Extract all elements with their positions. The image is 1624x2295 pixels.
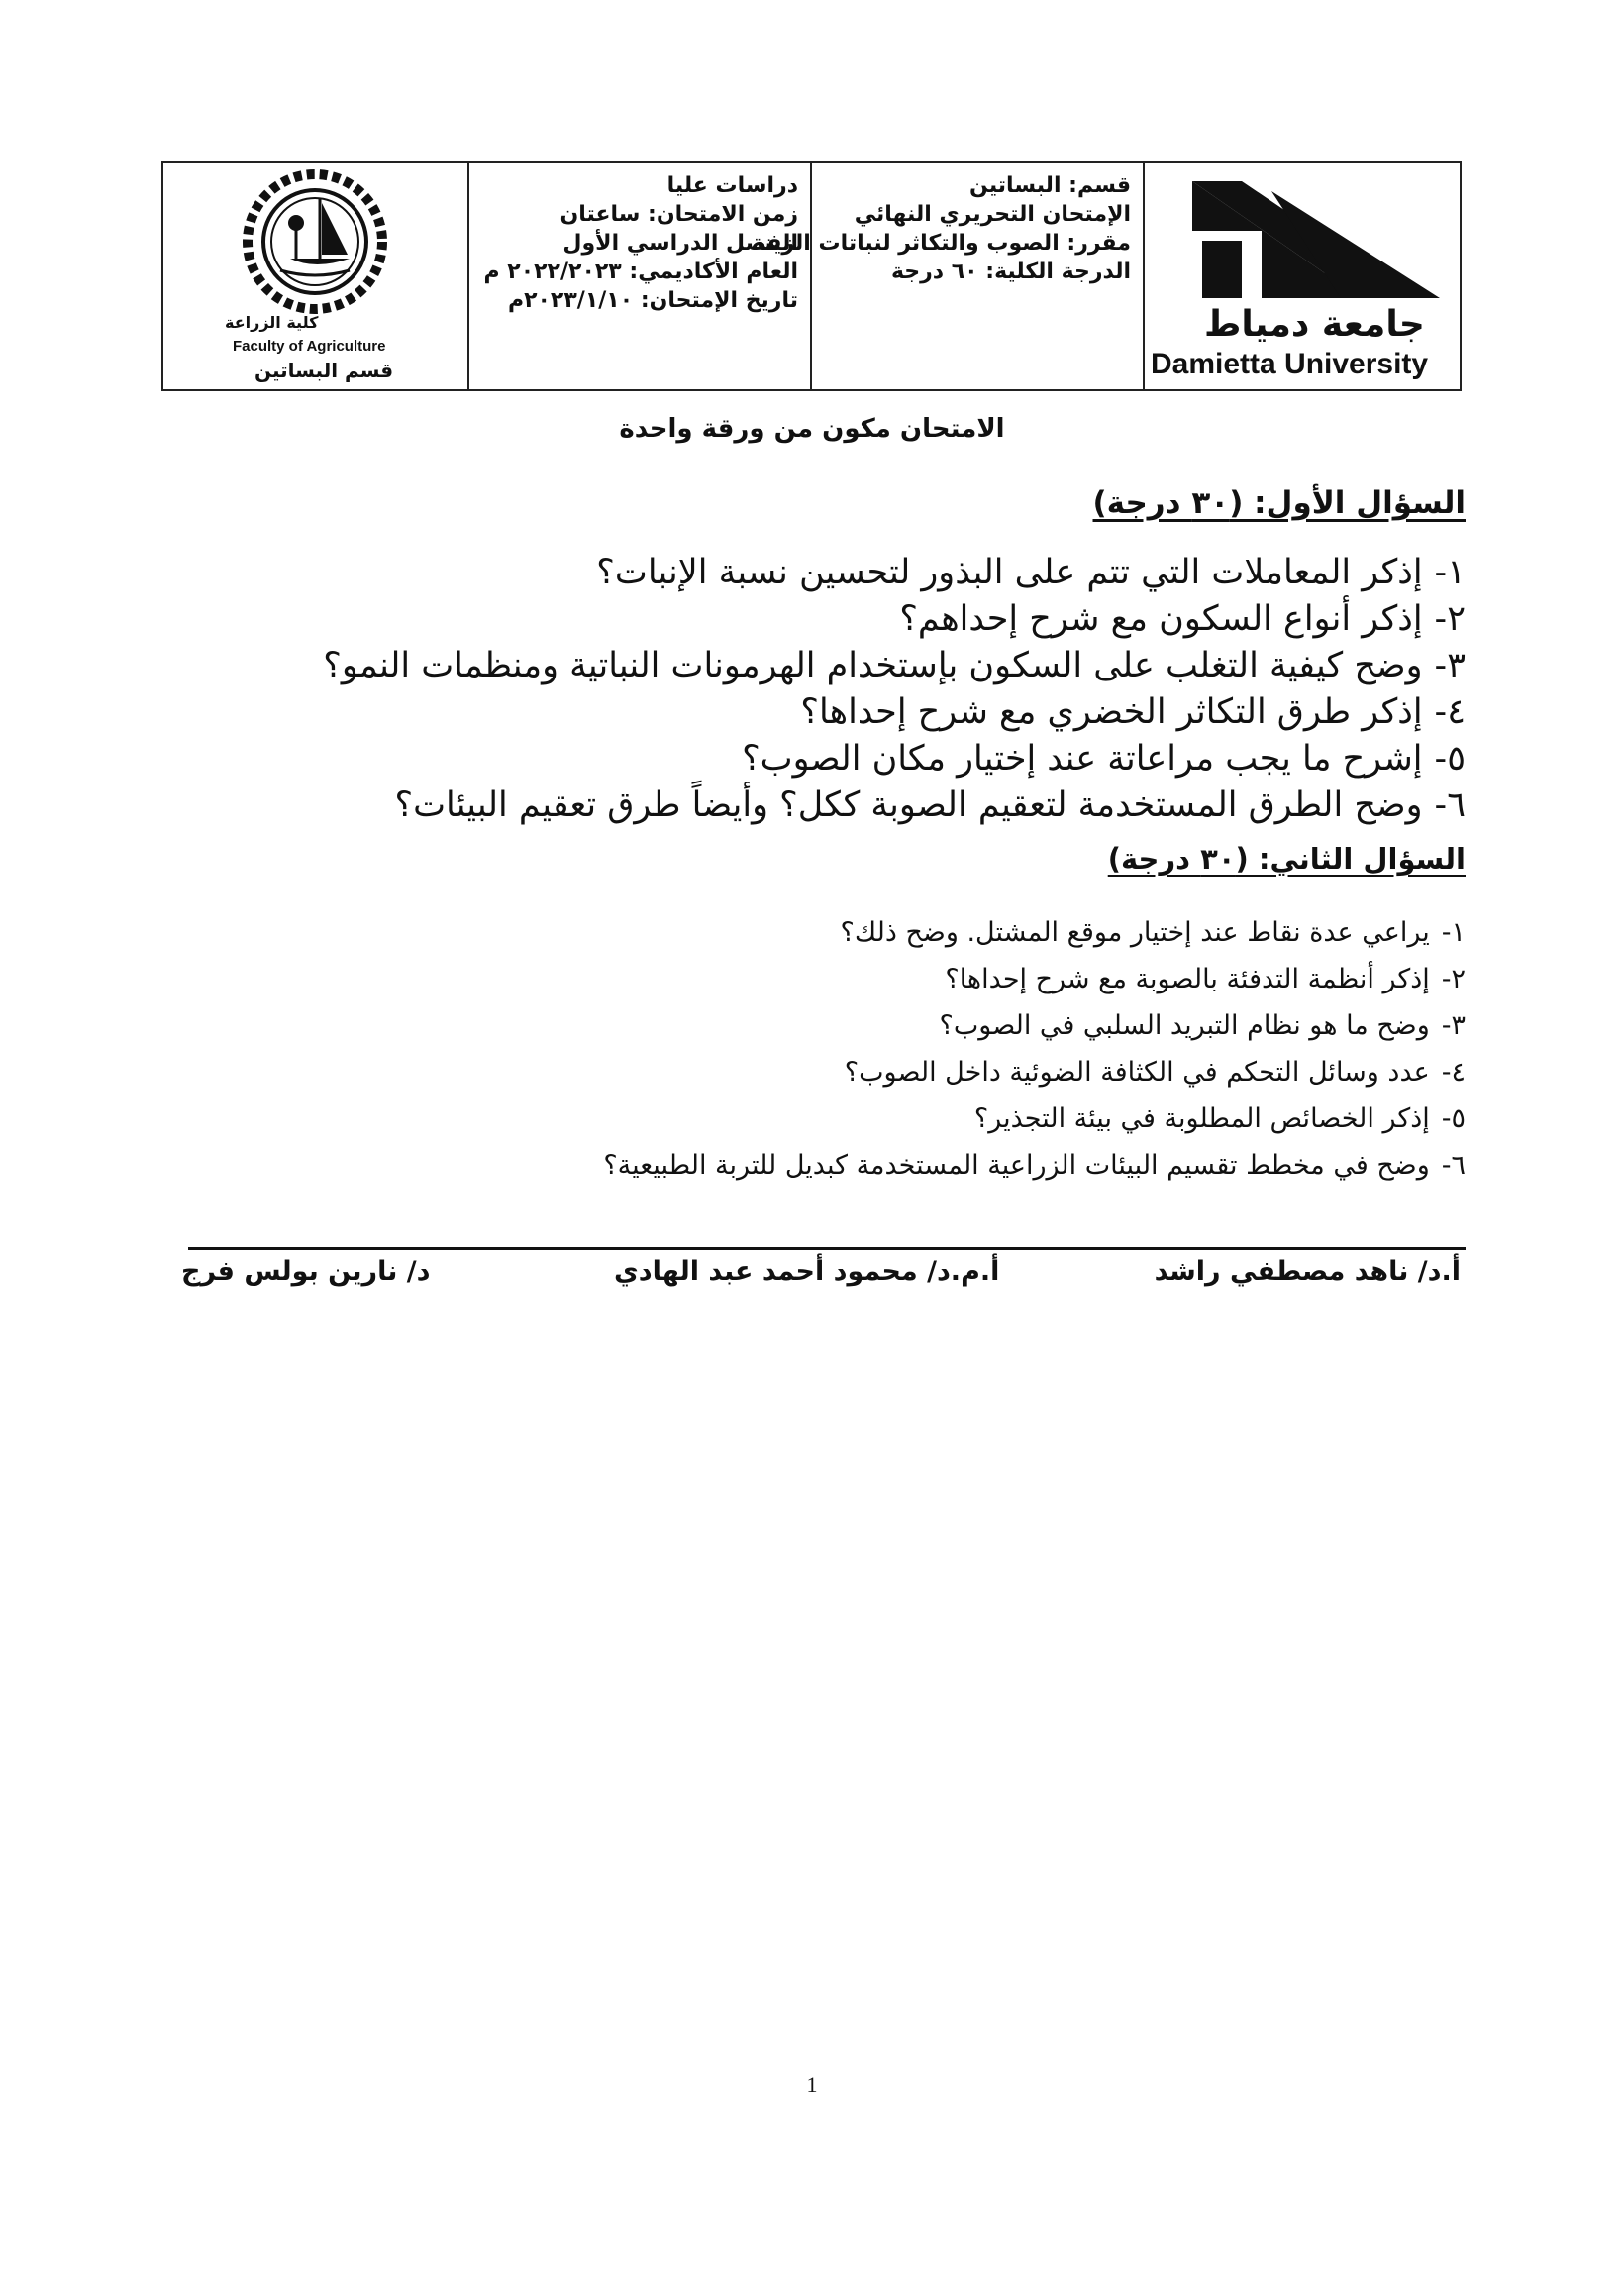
question2-list xyxy=(603,909,1466,1189)
list-item: ٣-وضح ما هو نظام التبريد السلبي في الصوب؟ xyxy=(939,1010,1466,1041)
list-item: ٤-عدد وسائل التحكم في الكثافة الضوئية داخل الصوب؟ xyxy=(844,1057,1466,1088)
exam-date-label: تاريخ الإمتحان: ٢٠٢٣/١/١٠م xyxy=(507,288,798,313)
list-item: ٥-إذكر الخصائص المطلوبة في بيئة التجذير؟ xyxy=(973,1103,1466,1134)
faculty-english-name: Faculty of Agriculture xyxy=(233,338,386,355)
list-item: ٢-إذكر أنظمة التدفئة بالصوبة مع شرح إحداها؟ xyxy=(945,964,1466,994)
university-english-name: Damietta University xyxy=(1151,348,1429,380)
exam-note: الامتحان مكون من ورقة واحدة xyxy=(619,414,1005,444)
exam-duration-label: زمن الامتحان: ساعتان xyxy=(559,202,798,227)
university-logo-icon xyxy=(1163,171,1450,310)
academic-year-label: العام الأكاديمي: ٢٠٢٢/٢٠٢٣ م xyxy=(483,260,798,284)
list-item: ٢-إذكر أنواع السكون مع شرح إحداهم؟ xyxy=(899,599,1466,639)
study-level-label: دراسات عليا xyxy=(666,173,798,198)
list-item: ١-يراعي عدة نقاط عند إختيار موقع المشتل. وضح ذلك؟ xyxy=(840,917,1466,948)
course-label: مقرر: الصوب والتكاثر لنباتات الزينة xyxy=(751,231,1131,256)
course-info-cell xyxy=(751,163,1143,389)
signature-third-examiner: د/ نارين بولس فرج xyxy=(181,1256,431,1287)
faculty-arabic-name: كلية الزراعة xyxy=(225,313,319,332)
faculty-seal-icon xyxy=(211,167,419,316)
total-grade-label: الدرجة الكلية: ٦٠ درجة xyxy=(890,260,1131,284)
faculty-department-name: قسم البساتين xyxy=(254,359,394,382)
page-number: 1 xyxy=(806,2072,818,2097)
university-arabic-name: جامعة دمياط xyxy=(1204,304,1425,345)
question2-heading: السؤال الثاني: (٣٠ درجة) xyxy=(1107,842,1466,876)
list-item: ٤-إذكر طرق التكاثر الخضري مع شرح إحداها؟ xyxy=(800,692,1466,732)
list-item: ٦-وضح الطرق المستخدمة لتعقيم الصوبة ككل؟ وأيضاً طرق تعقيم البيئات؟ xyxy=(394,785,1466,825)
signature-second-examiner: أ.م.د/ محمود أحمد عبد الهادي xyxy=(614,1256,1000,1287)
list-item: ٥-إشرح ما يجب مراعاتة عند إختيار مكان الصوب؟ xyxy=(742,739,1466,779)
signature-first-examiner: أ.د/ ناهد مصطفي راشد xyxy=(1154,1256,1461,1287)
exam-info-cell xyxy=(467,163,810,389)
list-item: ١-إذكر المعاملات التي تتم على البذور لتحسين نسبة الإنبات؟ xyxy=(596,553,1466,592)
department-label: قسم: البساتين xyxy=(969,173,1131,198)
question1-list xyxy=(323,550,1466,829)
university-logo-cell xyxy=(1143,163,1460,389)
exam-type-label: الإمتحان التحريري النهائي xyxy=(854,202,1131,227)
list-item: ٣-وضح كيفية التغلب على السكون بإستخدام الهرمونات النباتية ومنظمات النمو؟ xyxy=(323,646,1466,685)
exam-header-table xyxy=(161,161,1462,391)
question1-heading: السؤال الأول: (٣٠ درجة) xyxy=(1092,485,1466,521)
list-item: ٦-وضح في مخطط تقسيم البيئات الزراعية المستخدمة كبديل للتربة الطبيعية؟ xyxy=(603,1150,1466,1181)
semester-label: الفصل الدراسي الأول xyxy=(562,231,798,256)
signature-divider xyxy=(188,1247,1466,1250)
faculty-logo-cell xyxy=(163,163,467,389)
